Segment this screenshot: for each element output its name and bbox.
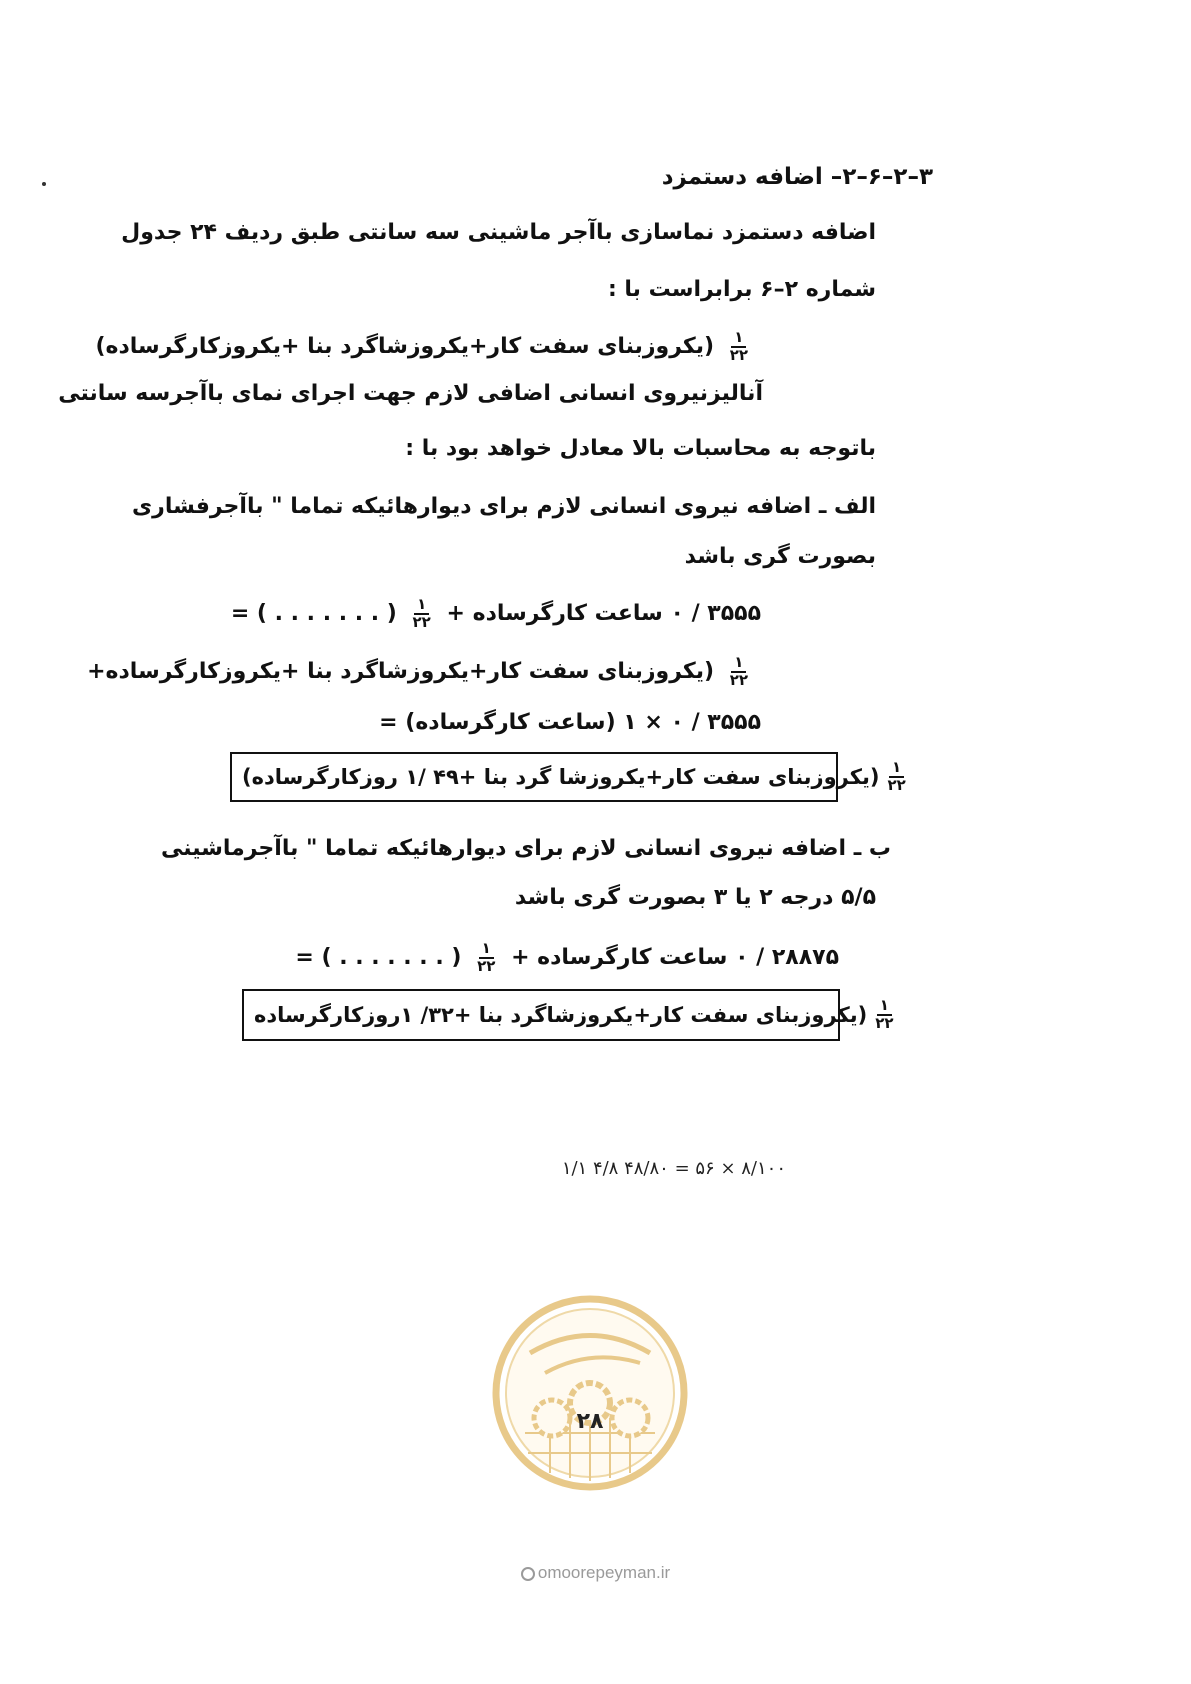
equation-suffix: ( . . . . . . . ) = <box>295 944 462 970</box>
intro-formula <box>95 330 756 364</box>
part-b-line-2: ۵/۵ درجه ۲ یا ۳ بصورت گری باشد <box>514 885 876 910</box>
equation-prefix: ۲۸۸۷۵ / ۰ ساعت کارگرساده + <box>511 944 839 970</box>
fraction <box>410 597 434 631</box>
part-b-equation-1 <box>295 941 839 975</box>
fraction-numerator: ۱ <box>731 655 746 673</box>
result-text: (یکروزبنای سفت کار+یکروزشا گرد بنا +۴۹ /۱ روزکارگرساده) <box>242 765 880 789</box>
scan-speck <box>42 182 46 186</box>
section-heading <box>662 166 933 189</box>
part-a-equation-2 <box>87 655 756 689</box>
fraction-numerator: ۱ <box>414 597 429 615</box>
fraction-numerator: ۱ <box>479 941 494 959</box>
fraction-numerator: ۱ <box>889 760 904 778</box>
equation-text: (یکروزبنای سفت کار+یکروزشاگرد بنا +یکروزکارگرساده+ <box>87 658 715 684</box>
analysis-line-1: آنالیزنیروی انسانی اضافی لازم جهت اجرای نمای باآجرسه سانتی <box>58 381 763 406</box>
fraction <box>727 655 751 689</box>
fraction <box>884 760 908 794</box>
part-a-line-2: بصورت گری باشد <box>684 544 876 569</box>
equation-prefix: ۳۵۵۵ / ۰ ساعت کارگرساده + <box>446 600 761 626</box>
equation-suffix: ( . . . . . . . ) = <box>230 600 397 626</box>
section-heading-text: ۳–۲–۶–۲– اضافه دستمزد <box>661 164 933 190</box>
part-b-result-box <box>242 989 894 1041</box>
fraction-denominator: ۲۲ <box>875 1014 894 1032</box>
site-watermark <box>0 1563 1191 1583</box>
publisher-stamp <box>490 1293 690 1493</box>
handwritten-calculation: ۸/۱۰۰ × ۵۶ = ۴۸/۸۰ ۴/۸ ۱/۱ <box>561 1158 786 1179</box>
page-number: ۲۸ <box>576 1409 604 1434</box>
fraction-denominator: ۲۲ <box>729 670 748 689</box>
stamp-logo-icon <box>490 1293 690 1493</box>
fraction-numerator: ۱ <box>731 330 746 348</box>
fraction-denominator: ۲۲ <box>729 345 748 364</box>
analysis-line-2: باتوجه به محاسبات بالا معادل خواهد بود با : <box>405 436 876 461</box>
result-text: (یکروزبنای سفت کار+یکروزشاگرد بنا +۳۲/ ۱روزکارگرساده <box>254 1003 868 1027</box>
fraction <box>872 998 896 1032</box>
part-a-line-1: الف ـ اضافه نیروی انسانی لازم برای دیوارهائیکه تماما " باآجرفشاری <box>131 494 876 519</box>
fraction <box>727 330 751 364</box>
fraction-numerator: ۱ <box>877 998 892 1016</box>
intro-line-1: اضافه دستمزد نماسازی باآجر ماشینی سه سانتی طبق ردیف ۲۴ جدول <box>121 220 876 245</box>
part-b-line-1: ب ـ اضافه نیروی انسانی لازم برای دیوارهائیکه تماما " باآجرماشینی <box>161 836 891 861</box>
part-a-equation-1 <box>231 597 761 631</box>
fraction-denominator: ۲۲ <box>477 956 496 975</box>
fraction-denominator: ۲۲ <box>412 612 431 631</box>
at-sign-icon <box>521 1567 535 1581</box>
part-a-result-box <box>230 752 906 802</box>
formula-text: (یکروزبنای سفت کار+یکروزشاگرد بنا +یکروزکارگرساده) <box>95 333 715 359</box>
watermark-text: omoorepeyman.ir <box>537 1563 671 1582</box>
intro-line-2: شماره ۲–۶ برابراست با : <box>607 277 876 302</box>
fraction <box>474 941 498 975</box>
fraction-denominator: ۲۲ <box>887 776 906 794</box>
part-a-equation-3: ۳۵۵۵ / ۰ × ۱ (ساعت کارگرساده) = <box>379 710 761 735</box>
